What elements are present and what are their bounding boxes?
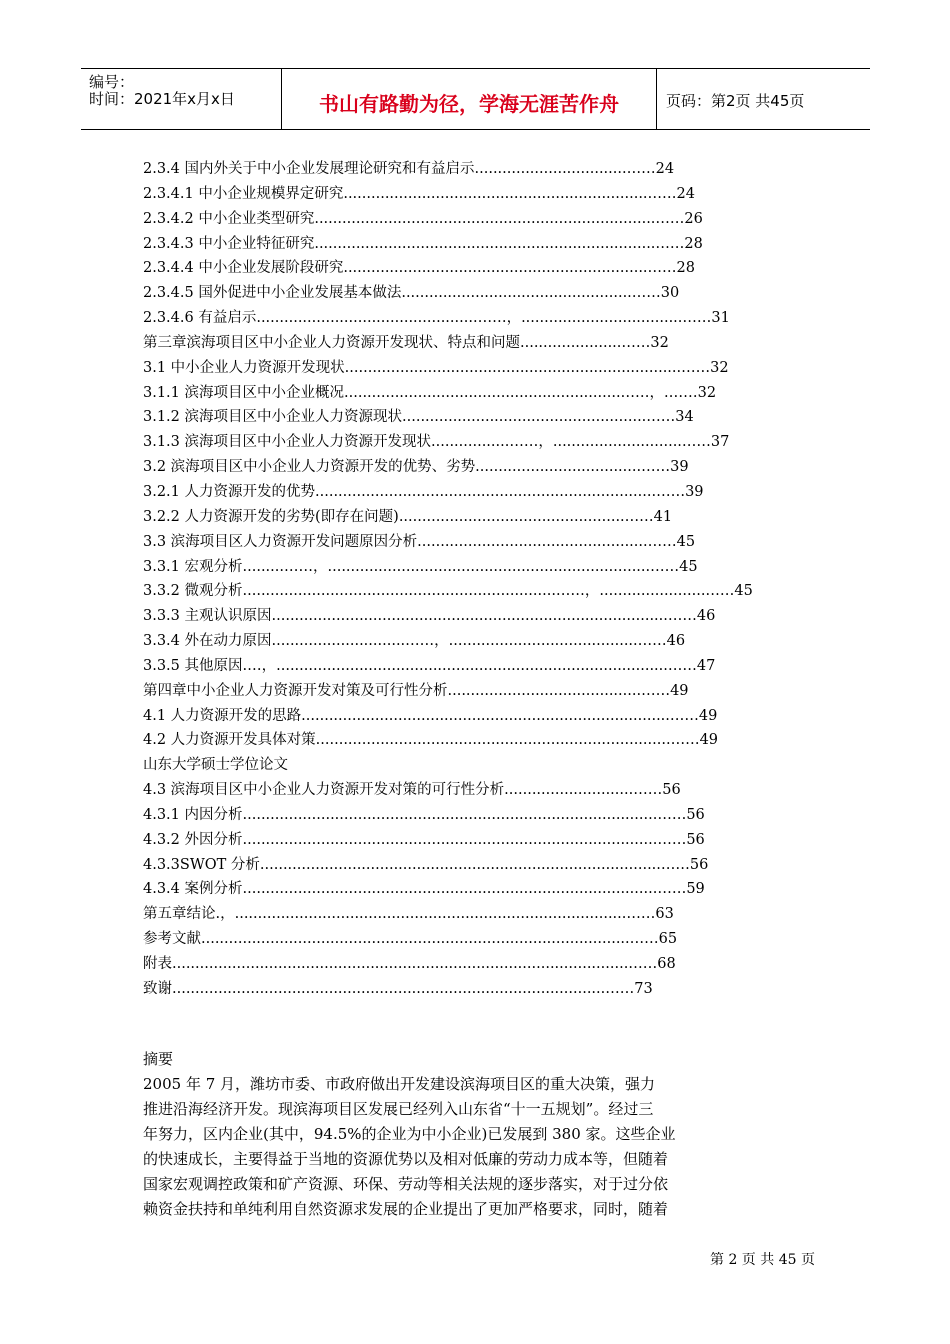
toc-entry: 2.3.4.4 中小企业发展阶段研究..................................................................……28: [143, 260, 695, 277]
toc-entry: 4.3.2 外因分析..........................................................................................……56: [143, 831, 705, 848]
toc-entry: 3.2 滨海项目区中小企业人力资源开发的优势、劣势....................................……39: [143, 459, 689, 476]
abstract-line: 2005 年 7 月，潍坊市委、市政府做出开发建设滨海项目区的重大决策，强力: [143, 1075, 656, 1093]
toc-entry: 4.3 滨海项目区中小企业人力资源开发对策的可行性分析............................……56: [143, 782, 681, 799]
document-number-label: 编号：: [89, 73, 135, 91]
toc-entry: 参考文献.............................................................................................……65: [143, 931, 678, 948]
header-left-cell: [81, 69, 281, 129]
toc-entry: 第五章结论.，.....................................................................................……63: [143, 906, 674, 923]
toc-entry: 致谢..............................................................................................……73: [143, 980, 653, 997]
abstract-line: 年努力，区内企业(其中，94.5%的企业为中小企业)已发展到 380 家。这些企业: [143, 1125, 676, 1143]
toc-entry: 3.3.3 主观认识原因......................................................................................……46: [143, 608, 716, 625]
abstract-section: [143, 1047, 743, 1222]
page-footer: 第 2 页 共 45 页: [710, 1252, 815, 1268]
header-motto: 书山有路勤为径，学海无涯苦作舟: [319, 92, 619, 116]
toc-entry: 第三章滨海项目区中小企业人力资源开发现状、特点和问题......................……32: [143, 334, 669, 351]
toc-entry: 3.1.1 滨海项目区中小企业概况............................................................……，.……32: [143, 384, 717, 401]
abstract-line: 赖资金扶持和单纯利用自然资源求发展的企业提出了更加严格要求，同时，随着: [143, 1200, 669, 1218]
toc-entry: 4.1 人力资源开发的思路................................................................................……49: [143, 707, 718, 724]
toc-entry: 4.3.1 内因分析..........................................................................................……56: [143, 806, 705, 823]
header-center-cell: [281, 69, 657, 129]
toc-entry: 3.3.2 微观分析....................................................................……，.......................……45: [143, 583, 753, 600]
toc-entry: 3.2.1 人力资源开发的优势..........................................................................……39: [143, 483, 704, 500]
toc-entry: 3.3.1 宏观分析.........……，......................................................................……45: [143, 558, 698, 575]
document-date: 时间：2021年x月x日: [89, 90, 235, 108]
toc-entry: 2.3.4.1 中小企业规模界定研究..................................................................……24: [143, 185, 695, 202]
toc-entry: 4.3.3SWOT 分析.......................................................................................……56: [143, 856, 709, 873]
table-of-contents: [143, 157, 783, 1002]
toc-entry: 4.3.4 案例分析..........................................................................................……59: [143, 881, 705, 898]
abstract-body: [143, 1072, 743, 1222]
page-header: [81, 68, 870, 130]
toc-entry: 山东大学硕士学位论文: [143, 757, 288, 774]
toc-entry: 3.1 中小企业人力资源开发现状.........................................................................……32: [143, 359, 729, 376]
abstract-line: 推进沿海经济开发。现滨海项目区发展已经列入山东省“十一五规划”。经过三: [143, 1100, 654, 1118]
toc-entry: 3.3.4 外在动力原因.............................……，.........................................……46: [143, 633, 686, 650]
toc-entry: 第四章中小企业人力资源开发对策及可行性分析..........................................……49: [143, 682, 689, 699]
toc-entry: 3.1.3 滨海项目区中小企业人力资源开发现状.................……，............................……37: [143, 434, 730, 451]
toc-entry: 2.3.4 国内外关于中小企业发展理论研究和有益启示.................................……24: [143, 161, 675, 177]
toc-entry: 3.1.2 滨海项目区中小企业人力资源现状.....................................................……34: [143, 409, 694, 426]
toc-entry: 3.2.2 人力资源开发的劣势(即存在问题).................................................……41: [143, 508, 673, 525]
abstract-line: 国家宏观调控政策和矿产资源、环保、劳动等相关法规的逐步落实，对于过分依: [143, 1175, 669, 1193]
toc-entry: 附表...................................................................................................……68: [143, 956, 676, 972]
abstract-heading: 摘要: [143, 1050, 174, 1068]
header-page-info: 页码：第2页 共45页: [666, 92, 805, 110]
toc-entry: 3.3.5 其他原因.…，.....................................................................................……47: [143, 657, 716, 674]
toc-entry: 2.3.4.5 国外促进中小企业发展基本做法..................................................……30: [143, 285, 680, 302]
abstract-line: 的快速成长，主要得益于当地的资源优势以及相对低廉的劳动力成本等，但随着: [143, 1150, 669, 1168]
toc-entry: 2.3.4.3 中小企业特征研究..........................................................................……28: [143, 235, 703, 252]
toc-entry: 4.2 人力资源开发具体对策.............................................................................……49: [143, 732, 719, 749]
toc-entry: 2.3.4.6 有益启示................................................……，...................................……31: [143, 310, 730, 327]
toc-entry: 2.3.4.2 中小企业类型研究..........................................................................……26: [143, 210, 703, 227]
header-right-cell: [656, 69, 870, 129]
toc-entry: 3.3 滨海项目区人力资源开发问题原因分析..................................................……45: [143, 533, 696, 550]
